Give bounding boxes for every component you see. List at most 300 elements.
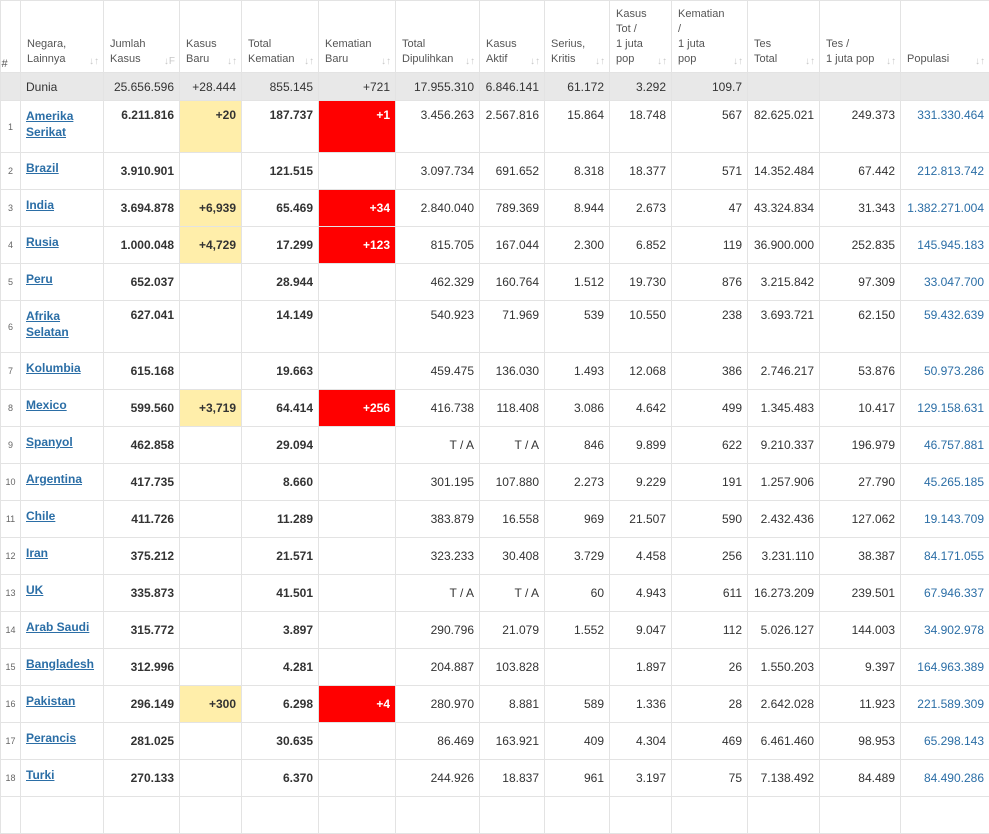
cell-total-cases: 417.735 (104, 464, 180, 501)
cell-num: 3 (1, 190, 21, 227)
cell-total-cases (104, 797, 180, 834)
cell-num: 1 (1, 101, 21, 153)
cell-total-tests: 16.273.209 (748, 575, 820, 612)
cell-total-recovered: 383.879 (396, 501, 480, 538)
cell-country (21, 797, 104, 834)
cell-active-cases: T / A (480, 575, 545, 612)
cell-new-cases (180, 723, 242, 760)
sort-arrows-icon[interactable]: ↓↑ (530, 56, 540, 67)
cell-tests-per-1m: 38.387 (820, 538, 901, 575)
cell-active-cases (480, 797, 545, 834)
column-header-label: Negara, Lainnya (27, 37, 99, 67)
column-header-label: Tes Total (754, 37, 815, 67)
cell-total-deaths: 6.370 (242, 760, 319, 797)
cell-deaths-per-1m: 256 (672, 538, 748, 575)
cell-new-deaths (319, 760, 396, 797)
cell-population (901, 723, 989, 760)
cell-serious: 61.172 (545, 73, 610, 101)
cell-total-deaths: 41.501 (242, 575, 319, 612)
cell-total-cases: 6.211.816 (104, 101, 180, 153)
cell-active-cases: 107.880 (480, 464, 545, 501)
sort-arrows-icon[interactable]: ↓↑ (886, 56, 896, 67)
table-row (1, 427, 989, 464)
cell-total-recovered: 540.923 (396, 301, 480, 353)
country-link[interactable]: Perancis (26, 730, 98, 746)
cell-serious: 15.864 (545, 101, 610, 153)
table-row (1, 575, 989, 612)
cell-new-deaths: +721 (319, 73, 396, 101)
column-header-label: Tes / 1 juta pop (826, 37, 896, 67)
cell-num: 6 (1, 301, 21, 353)
country-link[interactable]: Chile (26, 508, 98, 524)
population-value: 45.265.185 (924, 475, 984, 489)
cell-total-tests: 2.746.217 (748, 353, 820, 390)
country-link[interactable]: Spanyol (26, 434, 98, 450)
cell-total-cases: 375.212 (104, 538, 180, 575)
column-header-cases-per-1m[interactable] (610, 1, 672, 73)
cell-tests-per-1m: 67.442 (820, 153, 901, 190)
cell-total-recovered: 17.955.310 (396, 73, 480, 101)
population-value: 34.902.978 (924, 623, 984, 637)
cell-num: 17 (1, 723, 21, 760)
population-value: 33.047.700 (924, 275, 984, 289)
cell-total-cases: 25.656.596 (104, 73, 180, 101)
country-link[interactable]: UK (26, 582, 98, 598)
cell-new-cases (180, 264, 242, 301)
cell-population (901, 538, 989, 575)
cell-new-deaths (319, 797, 396, 834)
column-header-population[interactable] (901, 1, 989, 73)
cell-serious: 846 (545, 427, 610, 464)
cell-country (21, 301, 104, 353)
country-link[interactable]: Kolumbia (26, 360, 98, 376)
cell-country (21, 73, 104, 101)
cell-deaths-per-1m: 469 (672, 723, 748, 760)
cell-tests-per-1m: 196.979 (820, 427, 901, 464)
cell-total-recovered: 86.469 (396, 723, 480, 760)
cell-tests-per-1m: 84.489 (820, 760, 901, 797)
cell-cases-per-1m: 10.550 (610, 301, 672, 353)
cell-new-cases (180, 353, 242, 390)
cell-cases-per-1m: 1.897 (610, 649, 672, 686)
cell-total-cases: 315.772 (104, 612, 180, 649)
cell-num: 2 (1, 153, 21, 190)
cell-active-cases: 18.837 (480, 760, 545, 797)
column-header-tests-per-1m[interactable] (820, 1, 901, 73)
cell-total-tests: 1.345.483 (748, 390, 820, 427)
cell-serious: 409 (545, 723, 610, 760)
column-header-country[interactable] (21, 1, 104, 73)
cell-deaths-per-1m (672, 797, 748, 834)
population-value: 212.813.742 (917, 164, 984, 178)
population-value: 145.945.183 (917, 238, 984, 252)
cell-deaths-per-1m: 386 (672, 353, 748, 390)
cell-cases-per-1m: 9.899 (610, 427, 672, 464)
cell-deaths-per-1m: 876 (672, 264, 748, 301)
table-row (1, 686, 989, 723)
cell-tests-per-1m: 97.309 (820, 264, 901, 301)
population-value: 221.589.309 (917, 697, 984, 711)
cell-new-cases: +20 (180, 101, 242, 153)
cell-new-deaths (319, 427, 396, 464)
cell-active-cases: 691.652 (480, 153, 545, 190)
cell-new-deaths (319, 501, 396, 538)
cell-cases-per-1m: 4.642 (610, 390, 672, 427)
cell-total-tests: 3.215.842 (748, 264, 820, 301)
cell-serious: 8.944 (545, 190, 610, 227)
cell-serious: 539 (545, 301, 610, 353)
cell-total-deaths (242, 797, 319, 834)
cell-serious: 1.493 (545, 353, 610, 390)
cell-total-cases: 462.858 (104, 427, 180, 464)
cell-population (901, 301, 989, 353)
cell-country (21, 723, 104, 760)
country-link[interactable]: Arab Saudi (26, 619, 98, 635)
cell-total-cases: 296.149 (104, 686, 180, 723)
cell-total-recovered: 244.926 (396, 760, 480, 797)
table-row (1, 723, 989, 760)
sort-arrows-icon[interactable]: ↓↑ (733, 56, 743, 67)
population-value: 65.298.143 (924, 734, 984, 748)
cell-cases-per-1m: 3.292 (610, 73, 672, 101)
cell-serious (545, 797, 610, 834)
cell-population (901, 575, 989, 612)
column-header-new-cases[interactable] (180, 1, 242, 73)
cell-deaths-per-1m: 571 (672, 153, 748, 190)
cell-new-cases: +4,729 (180, 227, 242, 264)
cell-deaths-per-1m: 590 (672, 501, 748, 538)
cell-total-deaths: 855.145 (242, 73, 319, 101)
sort-arrows-icon[interactable]: ↓F (164, 56, 175, 67)
cell-total-deaths: 29.094 (242, 427, 319, 464)
cell-new-cases (180, 427, 242, 464)
cell-total-tests: 36.900.000 (748, 227, 820, 264)
cell-total-deaths: 64.414 (242, 390, 319, 427)
cell-total-deaths: 14.149 (242, 301, 319, 353)
cell-total-recovered: 3.456.263 (396, 101, 480, 153)
cell-population (901, 190, 989, 227)
column-header-deaths-per-1m[interactable] (672, 1, 748, 73)
cell-total-deaths: 19.663 (242, 353, 319, 390)
cell-new-deaths (319, 464, 396, 501)
cell-cases-per-1m: 9.229 (610, 464, 672, 501)
cell-total-recovered: 416.738 (396, 390, 480, 427)
cell-total-deaths: 30.635 (242, 723, 319, 760)
cell-deaths-per-1m: 47 (672, 190, 748, 227)
cell-new-cases (180, 501, 242, 538)
cell-total-recovered: 459.475 (396, 353, 480, 390)
column-header-label: Kematian / 1 juta pop (678, 7, 743, 67)
cell-population (901, 612, 989, 649)
column-header-label: Kasus Tot / 1 juta pop (616, 7, 667, 67)
cell-country (21, 101, 104, 153)
sort-arrows-icon[interactable]: ↓↑ (89, 56, 99, 67)
population-value: 50.973.286 (924, 364, 984, 378)
population-value: 84.490.286 (924, 771, 984, 785)
cell-active-cases: 160.764 (480, 264, 545, 301)
cell-total-tests: 1.550.203 (748, 649, 820, 686)
cell-total-tests: 2.432.436 (748, 501, 820, 538)
cell-total-recovered: T / A (396, 427, 480, 464)
cell-new-deaths (319, 353, 396, 390)
cell-new-deaths: +34 (319, 190, 396, 227)
cell-total-cases: 3.694.878 (104, 190, 180, 227)
cell-cases-per-1m: 2.673 (610, 190, 672, 227)
cell-total-cases: 627.041 (104, 301, 180, 353)
cell-serious: 3.729 (545, 538, 610, 575)
column-header-serious[interactable] (545, 1, 610, 73)
cell-total-tests: 9.210.337 (748, 427, 820, 464)
cell-active-cases: 21.079 (480, 612, 545, 649)
column-header-label: Total Dipulihkan (402, 37, 475, 67)
cell-deaths-per-1m: 238 (672, 301, 748, 353)
cell-new-deaths: +256 (319, 390, 396, 427)
cell-total-cases: 1.000.048 (104, 227, 180, 264)
cell-tests-per-1m: 10.417 (820, 390, 901, 427)
cell-total-deaths: 8.660 (242, 464, 319, 501)
population-value: 129.158.631 (917, 401, 984, 415)
cell-new-cases (180, 649, 242, 686)
cell-active-cases: T / A (480, 427, 545, 464)
cell-deaths-per-1m: 26 (672, 649, 748, 686)
cell-tests-per-1m: 53.876 (820, 353, 901, 390)
country-link[interactable]: Turki (26, 767, 98, 783)
cell-num: 14 (1, 612, 21, 649)
cell-total-deaths: 4.281 (242, 649, 319, 686)
cell-new-cases (180, 301, 242, 353)
cell-tests-per-1m: 239.501 (820, 575, 901, 612)
cell-active-cases: 103.828 (480, 649, 545, 686)
table-row (1, 264, 989, 301)
population-value: 84.171.055 (924, 549, 984, 563)
cell-new-deaths (319, 301, 396, 353)
cell-active-cases: 136.030 (480, 353, 545, 390)
population-value: 46.757.881 (924, 438, 984, 452)
country-link[interactable]: Iran (26, 545, 98, 561)
table-row (1, 760, 989, 797)
country-link[interactable]: Peru (26, 271, 98, 287)
country-link[interactable]: Mexico (26, 397, 98, 413)
cell-country (21, 353, 104, 390)
country-link[interactable]: India (26, 197, 98, 213)
cell-cases-per-1m: 6.852 (610, 227, 672, 264)
country-link[interactable]: Afrika Selatan (26, 308, 98, 340)
cell-cases-per-1m: 1.336 (610, 686, 672, 723)
cell-total-recovered: 3.097.734 (396, 153, 480, 190)
cell-serious: 969 (545, 501, 610, 538)
cell-active-cases: 2.567.816 (480, 101, 545, 153)
cell-new-cases (180, 153, 242, 190)
cell-total-tests: 3.693.721 (748, 301, 820, 353)
column-header-label: Populasi (907, 52, 985, 67)
cell-new-cases (180, 612, 242, 649)
cell-total-recovered: 290.796 (396, 612, 480, 649)
column-header-label: Total Kematian (248, 37, 314, 67)
cell-total-recovered: 815.705 (396, 227, 480, 264)
cell-cases-per-1m: 4.458 (610, 538, 672, 575)
table-header-row (1, 1, 989, 73)
cell-tests-per-1m: 31.343 (820, 190, 901, 227)
sort-arrows-icon[interactable]: ↓↑ (465, 56, 475, 67)
cell-deaths-per-1m: 191 (672, 464, 748, 501)
column-header-num[interactable] (1, 1, 21, 73)
cell-cases-per-1m: 4.304 (610, 723, 672, 760)
cell-total-tests: 2.642.028 (748, 686, 820, 723)
cell-num: 10 (1, 464, 21, 501)
cell-total-deaths: 17.299 (242, 227, 319, 264)
cell-deaths-per-1m: 109.7 (672, 73, 748, 101)
cell-population (901, 390, 989, 427)
cell-num: 16 (1, 686, 21, 723)
column-header-total-tests[interactable] (748, 1, 820, 73)
cell-num: 8 (1, 390, 21, 427)
cell-cases-per-1m: 21.507 (610, 501, 672, 538)
cell-new-deaths (319, 612, 396, 649)
column-header-label: # (1, 57, 20, 72)
cell-serious (545, 649, 610, 686)
cell-deaths-per-1m: 119 (672, 227, 748, 264)
country-link[interactable]: Amerika Serikat (26, 108, 98, 140)
cell-cases-per-1m: 18.377 (610, 153, 672, 190)
sort-arrows-icon[interactable]: ↓↑ (304, 56, 314, 67)
column-header-active-cases[interactable] (480, 1, 545, 73)
country-link[interactable]: Rusia (26, 234, 98, 250)
table-row (1, 612, 989, 649)
cell-population (901, 73, 989, 101)
column-header-total-recovered[interactable] (396, 1, 480, 73)
table-row (1, 501, 989, 538)
population-value: 164.963.389 (917, 660, 984, 674)
cell-country (21, 153, 104, 190)
cell-num: 12 (1, 538, 21, 575)
cell-deaths-per-1m: 75 (672, 760, 748, 797)
cell-new-cases: +28.444 (180, 73, 242, 101)
cell-total-tests: 82.625.021 (748, 101, 820, 153)
cell-total-tests: 3.231.110 (748, 538, 820, 575)
cell-serious: 2.273 (545, 464, 610, 501)
table-row (1, 464, 989, 501)
cell-deaths-per-1m: 112 (672, 612, 748, 649)
cell-active-cases: 789.369 (480, 190, 545, 227)
cell-country (21, 390, 104, 427)
cell-tests-per-1m: 62.150 (820, 301, 901, 353)
column-header-label: Jumlah Kasus (110, 37, 175, 67)
cell-country (21, 427, 104, 464)
sort-arrows-icon[interactable]: ↓↑ (975, 56, 985, 67)
column-header-label: Kasus Aktif (486, 37, 540, 67)
country-link[interactable]: Pakistan (26, 693, 98, 709)
cell-population (901, 353, 989, 390)
cell-total-recovered: T / A (396, 575, 480, 612)
cell-active-cases: 6.846.141 (480, 73, 545, 101)
cell-total-cases: 270.133 (104, 760, 180, 797)
cell-active-cases: 8.881 (480, 686, 545, 723)
cell-country (21, 227, 104, 264)
table-row (1, 390, 989, 427)
country-link[interactable]: Bangladesh (26, 656, 98, 672)
cell-serious: 1.512 (545, 264, 610, 301)
cell-num: 13 (1, 575, 21, 612)
sort-arrows-icon[interactable]: ↓↑ (595, 56, 605, 67)
cell-num: 15 (1, 649, 21, 686)
cell-new-deaths: +4 (319, 686, 396, 723)
cell-num (1, 73, 21, 101)
cell-new-cases: +3,719 (180, 390, 242, 427)
table-row (1, 101, 989, 153)
cell-serious: 961 (545, 760, 610, 797)
population-value: 1.382.271.004 (907, 201, 984, 215)
cell-total-recovered: 280.970 (396, 686, 480, 723)
cell-total-deaths: 121.515 (242, 153, 319, 190)
country-link[interactable]: Argentina (26, 471, 98, 487)
cell-total-tests (748, 797, 820, 834)
table-row (1, 153, 989, 190)
cell-active-cases: 16.558 (480, 501, 545, 538)
cell-country (21, 464, 104, 501)
sort-arrows-icon[interactable]: ↓↑ (227, 56, 237, 67)
cell-total-cases: 599.560 (104, 390, 180, 427)
cell-total-deaths: 21.571 (242, 538, 319, 575)
sort-arrows-icon[interactable]: ↓↑ (805, 56, 815, 67)
world-total-row (1, 73, 989, 101)
cell-num: 11 (1, 501, 21, 538)
column-header-new-deaths[interactable] (319, 1, 396, 73)
cell-active-cases: 71.969 (480, 301, 545, 353)
cell-country (21, 686, 104, 723)
cell-num (1, 797, 21, 834)
cell-country (21, 501, 104, 538)
cell-active-cases: 163.921 (480, 723, 545, 760)
cell-tests-per-1m: 144.003 (820, 612, 901, 649)
cell-deaths-per-1m: 28 (672, 686, 748, 723)
cell-new-deaths (319, 538, 396, 575)
cell-new-cases (180, 464, 242, 501)
country-link[interactable]: Brazil (26, 160, 98, 176)
cell-active-cases: 118.408 (480, 390, 545, 427)
table-row (1, 797, 989, 834)
cell-deaths-per-1m: 611 (672, 575, 748, 612)
cell-total-deaths: 11.289 (242, 501, 319, 538)
cell-new-deaths (319, 575, 396, 612)
cell-country (21, 575, 104, 612)
cell-population (901, 686, 989, 723)
table-row (1, 353, 989, 390)
cell-total-tests: 6.461.460 (748, 723, 820, 760)
column-header-label: Serius, Kritis (551, 37, 605, 67)
cell-country (21, 264, 104, 301)
sort-arrows-icon[interactable]: ↓↑ (381, 56, 391, 67)
cell-total-cases: 335.873 (104, 575, 180, 612)
cell-active-cases: 30.408 (480, 538, 545, 575)
cell-total-cases: 3.910.901 (104, 153, 180, 190)
cell-tests-per-1m: 252.835 (820, 227, 901, 264)
cell-population (901, 649, 989, 686)
sort-arrows-icon[interactable]: ↓↑ (657, 56, 667, 67)
population-value: 331.330.464 (917, 108, 984, 122)
cell-total-tests: 43.324.834 (748, 190, 820, 227)
cell-serious: 8.318 (545, 153, 610, 190)
column-header-total-deaths[interactable] (242, 1, 319, 73)
cell-new-deaths (319, 153, 396, 190)
cell-deaths-per-1m: 622 (672, 427, 748, 464)
column-header-label: Kematian Baru (325, 37, 391, 67)
cell-new-deaths: +123 (319, 227, 396, 264)
cell-serious: 589 (545, 686, 610, 723)
column-header-total-cases[interactable] (104, 1, 180, 73)
cell-country (21, 538, 104, 575)
cell-total-deaths: 28.944 (242, 264, 319, 301)
table-row (1, 649, 989, 686)
